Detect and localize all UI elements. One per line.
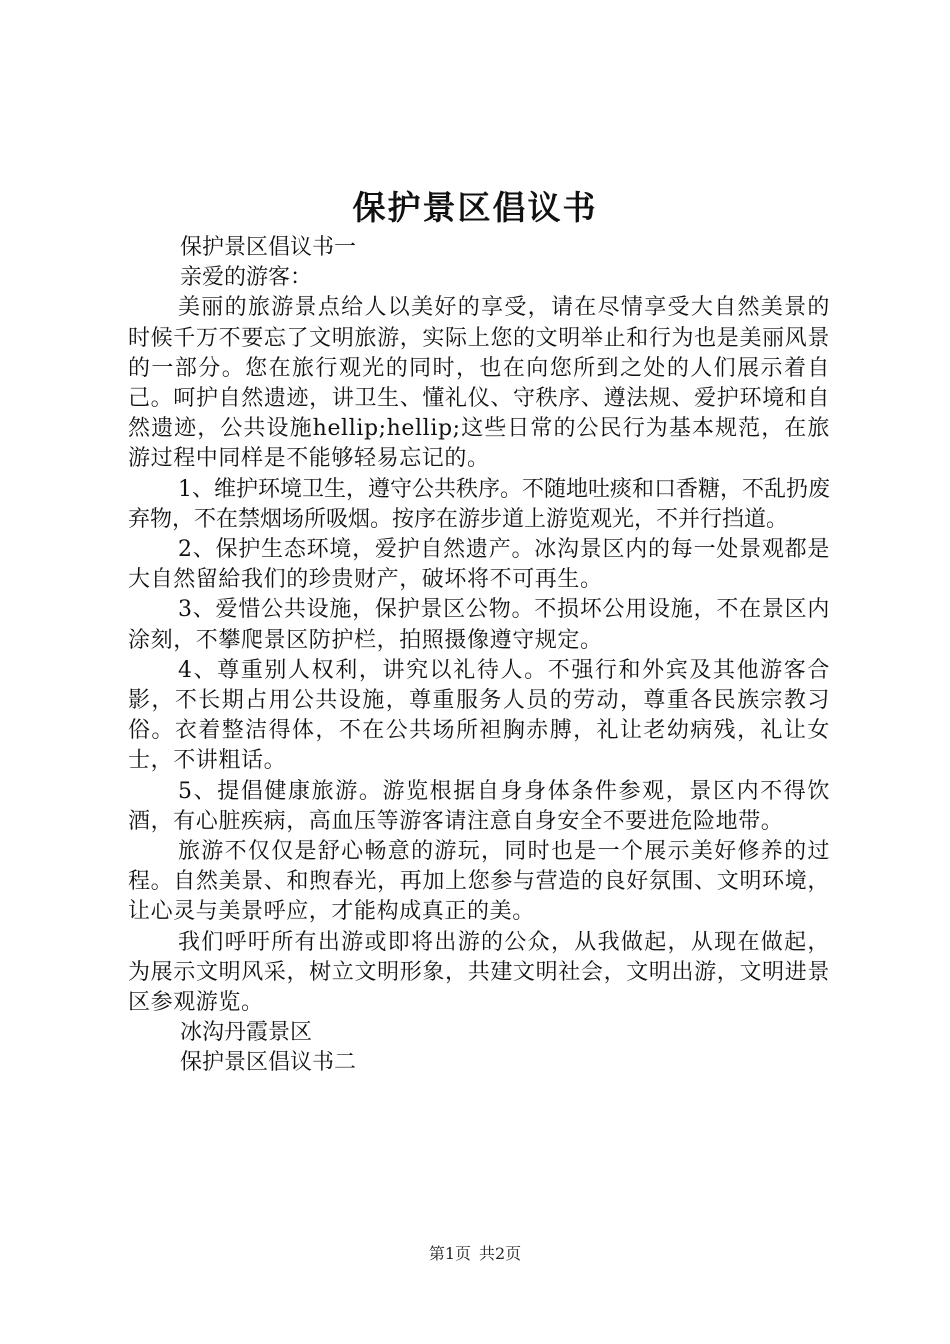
- document-body: [128, 233, 830, 1079]
- page-number: 第1页: [428, 1244, 471, 1263]
- section-two-heading: 保护景区倡议书二: [180, 1050, 357, 1076]
- section-one-heading: 保护景区倡议书一: [180, 235, 357, 260]
- paragraph-closing: 旅游不仅仅是舒心畅意的游玩，同时也是一个展示美好修养的过程。自然美景、和煦春光，再加上您参与营造的良好氛围、文明环境，让心灵与美景呼应，才能构成真正的美。: [128, 839, 830, 925]
- paragraph-item-4: 4、尊重别人权利，讲究以礼待人。不强行和外宾及其他游客合影，不长期占用公共设施，尊重服务人员的劳动，尊重各民族宗教习俗。衣着整洁得体，不在公共场所袒胸赤膊，礼让老幼病残，礼让女士，不讲粗话。: [128, 657, 830, 774]
- paragraph-item-2: 2、保护生态环境，爱护自然遗产。冰沟景区内的每一处景观都是大自然留給我们的珍贵财产，破坏将不可再生。: [128, 537, 830, 593]
- paragraph-item-1: 1、维护环境卫生，遵守公共秩序。不随地吐痰和口香糖，不乱扔废弃物，不在禁烟场所吸烟。按序在游步道上游览观光，不并行挡道。: [128, 476, 830, 532]
- signature: 冰沟丹霞景区: [180, 1020, 313, 1046]
- document-title: 保护景区倡议书: [352, 188, 598, 227]
- paragraph-item-5: 5、提倡健康旅游。游览根据自身身体条件参观，景区内不得饮酒，有心脏疾病，高血压等游客请注意自身安全不要进危险地带。: [128, 778, 830, 834]
- salutation: 亲爱的游客：: [180, 265, 313, 291]
- page-footer: [0, 1243, 950, 1265]
- paragraph-item-3: 3、爱惜公共设施，保护景区公物。不损坏公用设施，不在景区内涂刻，不攀爬景区防护栏，拍照摄像遵守规定。: [128, 597, 830, 653]
- paragraph-intro: 美丽的旅游景点给人以美好的享受，请在尽情享受大自然美景的时候千万不要忘了文明旅游，实际上您的文明举止和行为也是美丽风景的一部分。您在旅行观光的同时，也在向您所到之处的人们展示着自己。呵护自然遗迹，讲卫生、懂礼仪、守秩序、遵法规、爱护环境和自然遗迹，公共设施hellip;hellip;这些日常的公民行为基本规范，在旅游过程中同样是不能够轻易忘记的。: [128, 295, 830, 472]
- paragraph-appeal: 我们呼吁所有出游或即将出游的公众，从我做起，从现在做起，为展示文明风采，树立文明形象，共建文明社会，文明出游，文明进景区参观游览。: [128, 929, 830, 1016]
- page-total: 共2页: [479, 1244, 522, 1263]
